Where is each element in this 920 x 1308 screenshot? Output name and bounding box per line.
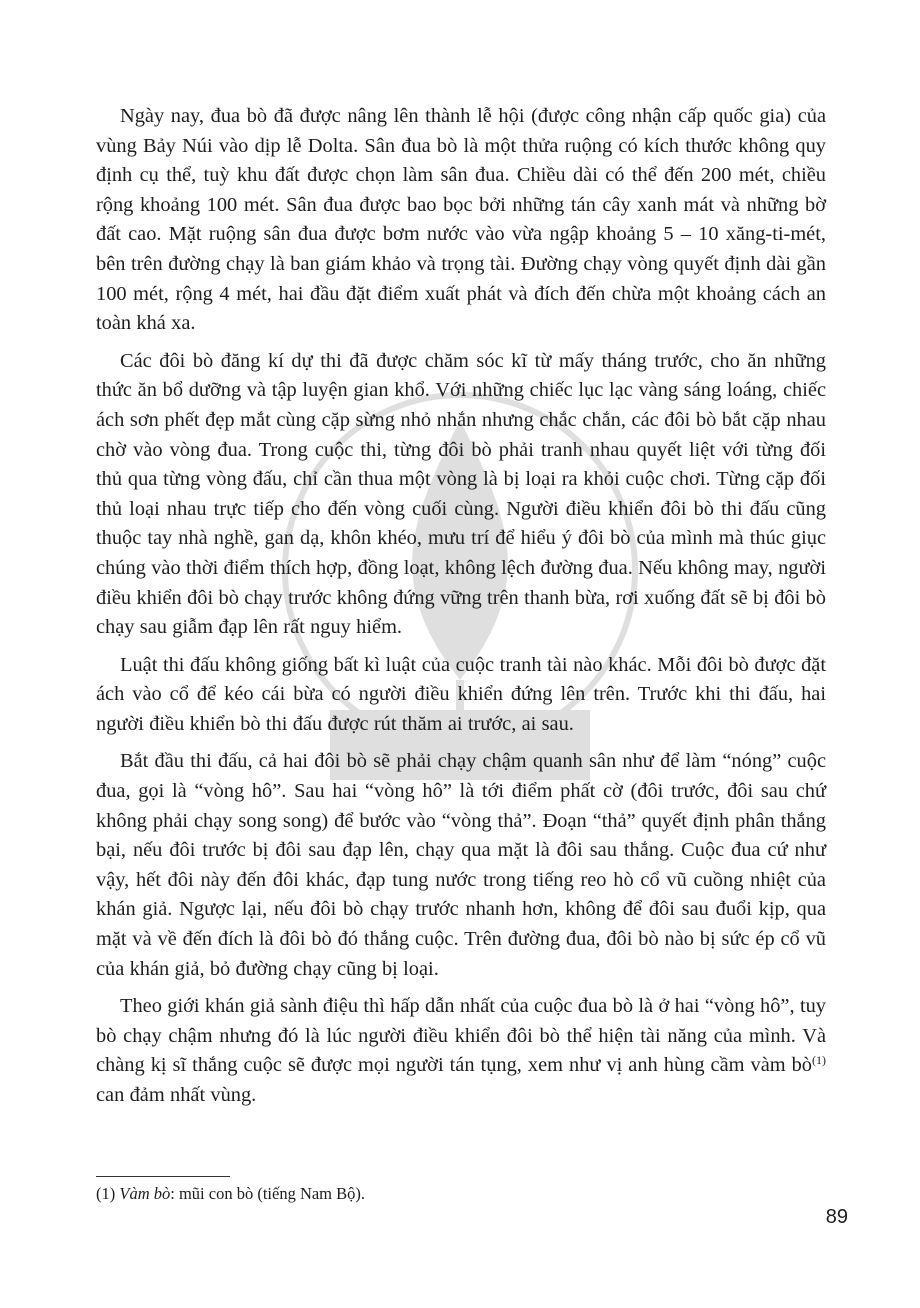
paragraph-last (96, 992, 826, 1110)
footnote (96, 1183, 365, 1205)
footnote-divider (96, 1176, 230, 1177)
footnote-reference[interactable]: (1) (812, 1053, 826, 1068)
footnote-term: Vàm bò (119, 1184, 171, 1203)
page-number: 89 (825, 1206, 848, 1228)
paragraph: Bắt đầu thi đấu, cả hai đôi bò sẽ phải chạy chậm quanh sân như để làm “nóng” cuộc đua, gọi là “vòng hô”. Sau hai “vòng hô” là tới điểm phất cờ (đôi trước, đôi sau chứ không phải chạy song song) để bước vào “vòng thả”. Đoạn “thả” quyết định phân thắng bại, nếu đôi trước bị đôi sau đạp lên, chạy qua mặt là đôi sau thắng. Cuộc đua cứ như vậy, hết đôi này đến đôi khác, đạp tung nước trong tiếng reo hò cổ vũ cuồng nhiệt của khán giả. Ngược lại, nếu đôi bò chạy trước nhanh hơn, không để đôi sau đuổi kịp, qua mặt và về đến đích là đôi bò đó thắng cuộc. Trên đường đua, đôi bò nào bị sức ép cổ vũ của khán giả, bỏ đường chạy cũng bị loại. (96, 750, 826, 980)
body-text (96, 102, 826, 1119)
paragraph-last-text: Theo giới khán giả sành điệu thì hấp dẫn nhất của cuộc đua bò là ở hai “vòng hô”, tuy bò chạy chậm nhưng đó là lúc người điều khiển đôi bò thể hiện tài năng của mình. Và chàng kị sĩ thắng cuộc sẽ được mọi người tán tụng, xem như vị anh hùng cầm vàm bò (96, 995, 826, 1077)
footnote-marker: (1) (96, 1184, 116, 1203)
paragraph: Ngày nay, đua bò đã được nâng lên thành lễ hội (được công nhận cấp quốc gia) của vùng Bảy Núi vào dịp lễ Dolta. Sân đua bò là một thửa ruộng có kích thước không quy định cụ thể, tuỳ khu đất được chọn làm sân đua. Chiều dài có thể đến 200 mét, chiều rộng khoảng 100 mét. Sân đua được bao bọc bởi những tán cây xanh mát và những bờ đất cao. Mặt ruộng sân đua được bơm nước vào vừa ngập khoảng 5 – 10 xăng-ti-mét, bên trên đường chạy là ban giám khảo và trọng tài. Đường chạy vòng quyết định dài gần 100 mét, rộng 4 mét, hai đầu đặt điểm xuất phát và đích đến chừa một khoảng cách an toàn khá xa. (96, 105, 826, 335)
paragraph: Các đôi bò đăng kí dự thi đã được chăm sóc kĩ từ mấy tháng trước, cho ăn những thức ăn bổ dưỡng và tập luyện gian khổ. Với những chiếc lục lạc vàng sáng loáng, chiếc ách sơn phết đẹp mắt cùng cặp sừng nhỏ nhắn nhưng chắc chắn, các đôi bò bắt cặp nhau chờ vào vòng đua. Trong cuộc thi, từng đôi bò phải tranh nhau quyết liệt với từng đối thủ qua từng vòng đấu, chỉ cần thua một vòng là bị loại ra khỏi cuộc chơi. Từng cặp đối thủ loại nhau trực tiếp cho đến vòng cuối cùng. Người điều khiển đôi bò thi đấu cũng thuộc tay nhà nghề, gan dạ, khôn khéo, mưu trí để hiểu ý đôi bò của mình mà thúc giục chúng vào thời điểm thích hợp, đồng loạt, không lệch đường đua. Nếu không may, người điều khiển đôi bò chạy trước không đứng vững trên thanh bừa, rơi xuống đất sẽ bị đôi bò chạy sau giẫm đạp lên rất nguy hiểm. (96, 349, 826, 639)
paragraph-last-tail: can đảm nhất vùng. (96, 1084, 257, 1106)
paragraph: Luật thi đấu không giống bất kì luật của cuộc tranh tài nào khác. Mỗi đôi bò được đặt ách vào cổ để kéo cái bừa có người điều khiển đứng lên trên. Trước khi thi đấu, hai người điều khiển bò thi đấu được rút thăm ai trước, ai sau. (96, 653, 826, 735)
footnote-definition: : mũi con bò (tiếng Nam Bộ). (170, 1184, 366, 1203)
